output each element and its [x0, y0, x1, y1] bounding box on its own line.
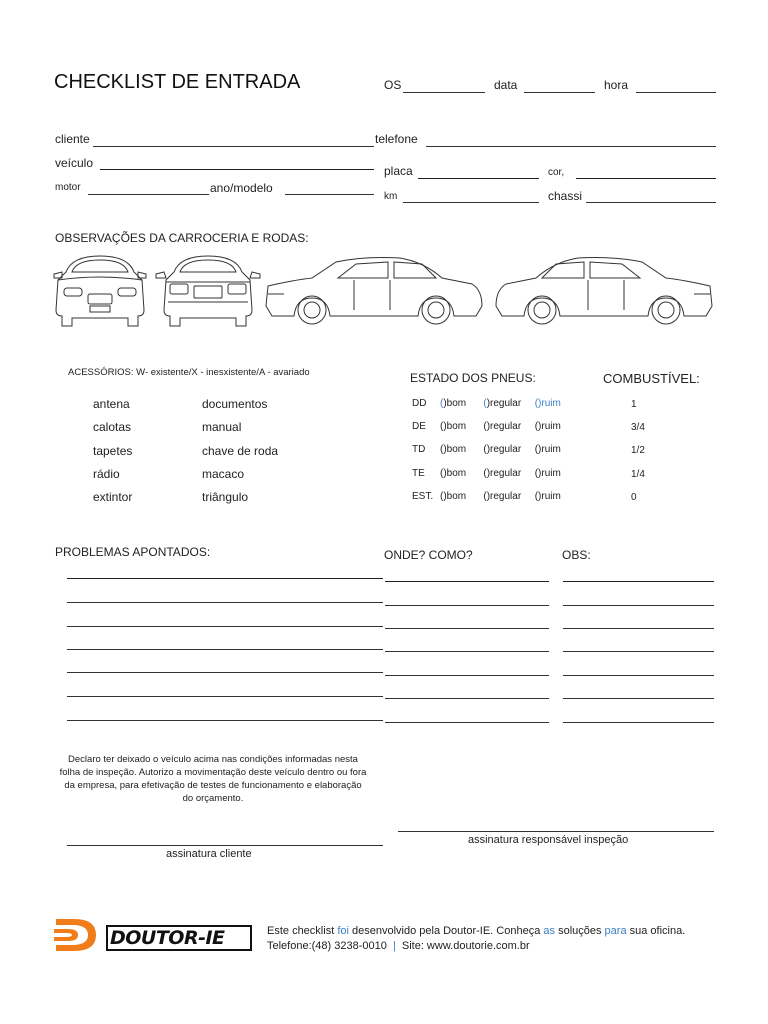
open-paren: (: [440, 398, 444, 409]
problems-title: PROBLEMAS APONTADOS:: [55, 545, 211, 559]
km-label: km: [384, 191, 398, 202]
ruim-option[interactable]: )ruim: [538, 398, 561, 409]
obs-line[interactable]: [563, 698, 714, 699]
cor-label: cor,: [548, 167, 565, 178]
fuel-title: COMBUSTÍVEL:: [603, 371, 700, 386]
ano-modelo-label: ano/modelo: [210, 181, 273, 195]
problem-line[interactable]: [67, 578, 383, 579]
tire-row[interactable]: [412, 398, 592, 409]
accessory-item: documentos: [202, 397, 268, 411]
cliente-label: cliente: [55, 132, 90, 146]
ruim-option[interactable]: )ruim: [538, 491, 561, 502]
car-right-side-view-icon: [496, 258, 712, 325]
inspector-signature-line[interactable]: [398, 831, 714, 832]
declaration-text: Declaro ter deixado o veículo acima nas condições informadas nesta folha de inspeção. Autorizo a movimentação deste veículo dentro ou fora da empresa, para efetivação de testes de funcionamento e elaboração do orçamento.: [59, 754, 367, 804]
inspector-signature-label: assinatura responsável inspeção: [468, 834, 629, 846]
car-left-side-view-icon: [266, 258, 482, 325]
chassi-label: chassi: [548, 189, 583, 203]
placa-label: placa: [384, 164, 413, 178]
open-paren: (: [534, 491, 539, 502]
cliente-field[interactable]: [93, 146, 374, 147]
regular-option[interactable]: )regular: [486, 444, 522, 455]
fuel-level[interactable]: 1/4: [631, 469, 645, 480]
accessories-title: ACESSÓRIOS: W- existente/X - inesxistente/A - avariado: [68, 367, 310, 378]
problem-line[interactable]: [67, 696, 383, 697]
placa-field[interactable]: [418, 178, 539, 179]
accessory-item: tapetes: [93, 444, 133, 458]
problem-line[interactable]: [67, 602, 383, 603]
car-front-view-icon: [54, 256, 146, 326]
accessory-item: calotas: [93, 420, 132, 434]
footer-phone: Telefone:(48) 3238-0010: [267, 940, 387, 952]
open-paren: (: [534, 421, 539, 432]
ano-modelo-field[interactable]: [285, 194, 374, 195]
accessory-item: antena: [93, 397, 130, 411]
open-paren: (: [440, 468, 444, 479]
tire-row[interactable]: [412, 468, 592, 479]
fuel-level[interactable]: 1: [631, 399, 637, 410]
obs-line[interactable]: [563, 675, 714, 676]
os-field[interactable]: [403, 92, 485, 93]
problem-line[interactable]: [67, 626, 383, 627]
regular-option[interactable]: )regular: [486, 398, 522, 409]
open-paren: (: [440, 421, 444, 432]
where-line[interactable]: [385, 628, 549, 629]
logo-wordmark: [106, 925, 252, 951]
accessory-item: rádio: [93, 467, 120, 481]
where-line[interactable]: [385, 581, 549, 582]
tire-position: DD: [412, 398, 427, 409]
doutor-ie-logo-icon: [52, 913, 102, 957]
where-line[interactable]: [385, 698, 549, 699]
tire-position: DE: [412, 421, 426, 432]
ruim-option[interactable]: )ruim: [538, 421, 561, 432]
tire-position: TD: [412, 444, 426, 455]
veiculo-field[interactable]: [100, 169, 374, 170]
km-field[interactable]: [403, 202, 539, 203]
problem-line[interactable]: [67, 720, 383, 721]
footer-site-link[interactable]: Site: www.doutorie.com.br: [401, 940, 530, 952]
tire-position: EST.: [412, 491, 434, 502]
open-paren: (: [534, 398, 539, 409]
regular-option[interactable]: )regular: [486, 491, 522, 502]
hora-field[interactable]: [636, 92, 716, 93]
open-paren: (: [534, 444, 539, 455]
tires-title: ESTADO DOS PNEUS:: [410, 371, 536, 385]
open-paren: (: [440, 491, 444, 502]
motor-field[interactable]: [88, 194, 209, 195]
accessory-item: chave de roda: [202, 444, 279, 458]
bom-option[interactable]: )bom: [443, 398, 467, 409]
obs-line[interactable]: [563, 581, 714, 582]
obs-title: OBS:: [562, 548, 591, 562]
tire-row[interactable]: [412, 491, 592, 502]
where-line[interactable]: [385, 675, 549, 676]
bom-option[interactable]: )bom: [443, 491, 467, 502]
ruim-option[interactable]: )ruim: [538, 444, 561, 455]
open-paren: (: [483, 491, 487, 502]
ruim-option[interactable]: )ruim: [538, 468, 561, 479]
os-label: OS: [384, 78, 402, 92]
open-paren: (: [483, 468, 487, 479]
data-label: data: [494, 78, 518, 92]
fuel-level[interactable]: 0: [631, 492, 637, 503]
open-paren: (: [483, 398, 487, 409]
tire-row[interactable]: [412, 421, 592, 432]
bom-option[interactable]: )bom: [443, 444, 467, 455]
problem-line[interactable]: [67, 649, 383, 650]
obs-line[interactable]: [563, 722, 714, 723]
obs-line[interactable]: [563, 651, 714, 652]
footer-separator: |: [392, 940, 396, 952]
data-field[interactable]: [524, 92, 595, 93]
chassi-field[interactable]: [586, 202, 716, 203]
where-line[interactable]: [385, 605, 549, 606]
footer-line-2: [267, 940, 530, 952]
cor-field[interactable]: [576, 178, 716, 179]
problem-line[interactable]: [67, 672, 383, 673]
telefone-label: telefone: [375, 132, 418, 146]
tire-position: TE: [412, 468, 425, 479]
where-how-title: ONDE? COMO?: [384, 548, 473, 562]
open-paren: (: [483, 421, 487, 432]
fuel-level[interactable]: 1/2: [631, 445, 645, 456]
open-paren: (: [534, 468, 539, 479]
obs-line[interactable]: [563, 628, 714, 629]
client-signature-line[interactable]: [67, 845, 383, 846]
tire-row[interactable]: [412, 444, 592, 455]
regular-option[interactable]: )regular: [486, 421, 522, 432]
regular-option[interactable]: )regular: [486, 468, 522, 479]
open-paren: (: [440, 444, 444, 455]
fuel-level[interactable]: 3/4: [631, 422, 645, 433]
accessory-item: extintor: [93, 490, 133, 504]
accessory-item: triângulo: [202, 490, 249, 504]
veiculo-label: veículo: [55, 156, 94, 170]
page-title: CHECKLIST DE ENTRADA: [54, 71, 301, 93]
body-section-title: OBSERVAÇÕES DA CARROCERIA E RODAS:: [55, 231, 309, 245]
motor-label: motor: [55, 182, 81, 193]
where-line[interactable]: [385, 651, 549, 652]
footer-line-1: Este checklist foi desenvolvido pela Doutor-IE. Conheça as soluções para sua oficina.: [267, 925, 686, 937]
car-rear-view-icon: [156, 256, 260, 326]
accessory-item: macaco: [202, 467, 245, 481]
client-signature-label: assinatura cliente: [166, 848, 252, 860]
bom-option[interactable]: )bom: [443, 421, 467, 432]
telefone-field[interactable]: [426, 146, 716, 147]
car-diagrams[interactable]: [52, 250, 716, 332]
logo-text: DOUTOR-IE: [110, 927, 225, 949]
open-paren: (: [483, 444, 487, 455]
obs-line[interactable]: [563, 605, 714, 606]
hora-label: hora: [604, 78, 629, 92]
bom-option[interactable]: )bom: [443, 468, 467, 479]
accessory-item: manual: [202, 420, 242, 434]
where-line[interactable]: [385, 722, 549, 723]
